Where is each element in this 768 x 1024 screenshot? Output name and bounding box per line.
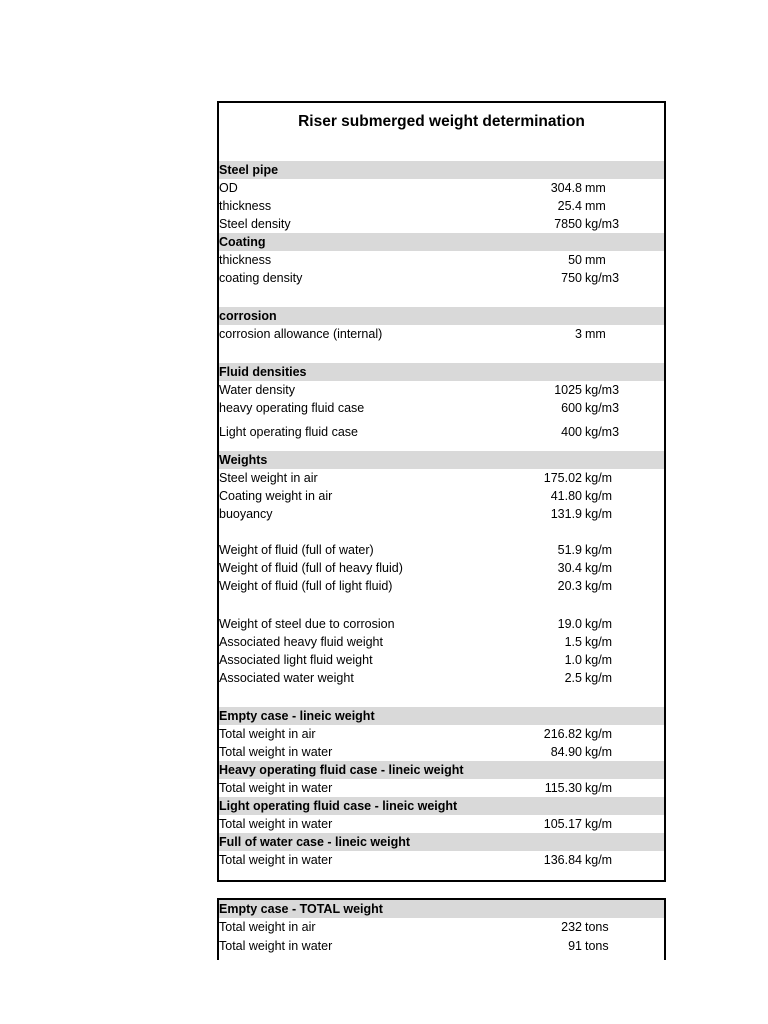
table-row xyxy=(219,251,664,269)
section-header xyxy=(219,363,664,381)
row-unit: kg/m xyxy=(585,471,613,485)
row-value: 232 xyxy=(561,920,582,934)
table-row xyxy=(219,469,664,487)
table-row xyxy=(219,743,664,761)
row-unit: kg/m xyxy=(585,635,613,649)
table-row xyxy=(219,505,664,523)
row-value: 304.8 xyxy=(550,181,582,195)
row-unit: kg/m xyxy=(585,817,613,831)
row-label: corrosion allowance (internal) xyxy=(219,327,383,341)
row-unit: kg/m xyxy=(585,507,613,521)
total-weight-table xyxy=(217,898,666,960)
section-header xyxy=(219,307,664,325)
row-unit: mm xyxy=(585,253,606,267)
section-title: Fluid densities xyxy=(219,365,307,379)
table-row xyxy=(219,559,664,577)
table-row xyxy=(219,577,664,595)
table-row xyxy=(219,615,664,633)
row-unit: kg/m3 xyxy=(585,217,620,231)
row-value: 91 xyxy=(568,939,582,953)
row-label: Steel density xyxy=(219,217,291,231)
row-label: Weight of fluid (full of water) xyxy=(219,543,374,557)
section-header xyxy=(219,707,664,725)
row-value: 25.4 xyxy=(557,199,582,213)
row-label: thickness xyxy=(219,199,272,213)
row-unit: kg/m xyxy=(585,617,613,631)
section-title: Empty case - TOTAL weight xyxy=(219,902,383,916)
row-label: Weight of steel due to corrosion xyxy=(219,617,395,631)
row-label: thickness xyxy=(219,253,272,267)
row-label: Light operating fluid case xyxy=(219,425,358,439)
row-value: 1025 xyxy=(554,383,582,397)
table-row xyxy=(219,651,664,669)
row-value: 7850 xyxy=(554,217,582,231)
row-value: 216.82 xyxy=(543,727,582,741)
table-row xyxy=(219,779,664,797)
row-unit: mm xyxy=(585,181,606,195)
row-value: 136.84 xyxy=(543,853,582,867)
row-label: Associated light fluid weight xyxy=(219,653,373,667)
row-label: Total weight in water xyxy=(219,781,333,795)
row-unit: kg/m3 xyxy=(585,425,620,439)
row-value: 1.0 xyxy=(564,653,582,667)
table-row xyxy=(219,179,664,197)
row-unit: kg/m xyxy=(585,853,613,867)
row-unit: kg/m xyxy=(585,781,613,795)
row-unit: kg/m xyxy=(585,561,613,575)
row-value: 50 xyxy=(568,253,582,267)
section-title: corrosion xyxy=(219,309,277,323)
row-label: Coating weight in air xyxy=(219,489,333,503)
row-value: 19.0 xyxy=(557,617,582,631)
row-unit: tons xyxy=(585,920,609,934)
row-label: Water density xyxy=(219,383,295,397)
section-title: Light operating fluid case - lineic weight xyxy=(219,799,458,813)
row-value: 51.9 xyxy=(557,543,582,557)
table-row xyxy=(219,399,664,417)
table-row xyxy=(219,633,664,651)
section-title: Full of water case - lineic weight xyxy=(219,835,411,849)
row-value: 20.3 xyxy=(557,579,582,593)
row-value: 30.4 xyxy=(557,561,582,575)
row-value: 750 xyxy=(561,271,582,285)
row-label: heavy operating fluid case xyxy=(219,401,365,415)
row-label: Steel weight in air xyxy=(219,471,318,485)
section-title: Heavy operating fluid case - lineic weight xyxy=(219,763,464,777)
table-row xyxy=(219,937,664,955)
row-unit: kg/m3 xyxy=(585,401,620,415)
row-label: Total weight in air xyxy=(219,727,316,741)
table-row xyxy=(219,423,664,441)
row-value: 400 xyxy=(561,425,582,439)
row-value: 131.9 xyxy=(550,507,582,521)
row-value: 175.02 xyxy=(543,471,582,485)
row-label: OD xyxy=(219,181,238,195)
row-value: 41.80 xyxy=(550,489,582,503)
row-unit: kg/m xyxy=(585,727,613,741)
table-row xyxy=(219,215,664,233)
table-row xyxy=(219,325,664,343)
row-label: Total weight in water xyxy=(219,745,333,759)
row-value: 600 xyxy=(561,401,582,415)
row-label: Weight of fluid (full of heavy fluid) xyxy=(219,561,403,575)
section-title: Empty case - lineic weight xyxy=(219,709,375,723)
row-unit: kg/m3 xyxy=(585,383,620,397)
section-header xyxy=(219,833,664,851)
row-unit: kg/m3 xyxy=(585,271,620,285)
page-title: Riser submerged weight determination xyxy=(298,113,585,130)
section-title: Steel pipe xyxy=(219,163,279,177)
row-unit: kg/m xyxy=(585,671,613,685)
section-header xyxy=(219,761,664,779)
section-header xyxy=(219,161,664,179)
weight-table xyxy=(217,101,666,882)
table-row xyxy=(219,541,664,559)
row-label: Weight of fluid (full of light fluid) xyxy=(219,579,393,593)
table-row xyxy=(219,669,664,687)
row-unit: kg/m xyxy=(585,745,613,759)
row-unit: tons xyxy=(585,939,609,953)
row-unit: mm xyxy=(585,327,606,341)
row-label: buoyancy xyxy=(219,507,273,521)
row-value: 2.5 xyxy=(564,671,582,685)
table-row xyxy=(219,269,664,287)
section-header xyxy=(219,900,664,918)
row-unit: kg/m xyxy=(585,489,613,503)
section-header xyxy=(219,451,664,469)
table-row xyxy=(219,381,664,399)
row-value: 115.30 xyxy=(544,781,582,795)
row-label: Associated heavy fluid weight xyxy=(219,635,383,649)
section-header xyxy=(219,233,664,251)
row-unit: kg/m xyxy=(585,579,613,593)
row-label: Total weight in water xyxy=(219,853,333,867)
row-label: Total weight in water xyxy=(219,939,333,953)
table-row xyxy=(219,918,664,936)
table-row xyxy=(219,815,664,833)
row-unit: kg/m xyxy=(585,653,613,667)
row-value: 84.90 xyxy=(550,745,582,759)
section-title: Weights xyxy=(219,453,268,467)
table-row xyxy=(219,197,664,215)
row-unit: mm xyxy=(585,199,606,213)
section-header xyxy=(219,797,664,815)
table-row xyxy=(219,725,664,743)
table-row xyxy=(219,487,664,505)
row-label: Total weight in air xyxy=(219,920,316,934)
row-value: 1.5 xyxy=(564,635,582,649)
section-title: Coating xyxy=(219,235,266,249)
row-label: coating density xyxy=(219,271,303,285)
row-label: Total weight in water xyxy=(219,817,333,831)
row-value: 3 xyxy=(575,327,582,341)
row-label: Associated water weight xyxy=(219,671,354,685)
row-value: 105.17 xyxy=(543,817,582,831)
row-unit: kg/m xyxy=(585,543,613,557)
table-row xyxy=(219,851,664,869)
